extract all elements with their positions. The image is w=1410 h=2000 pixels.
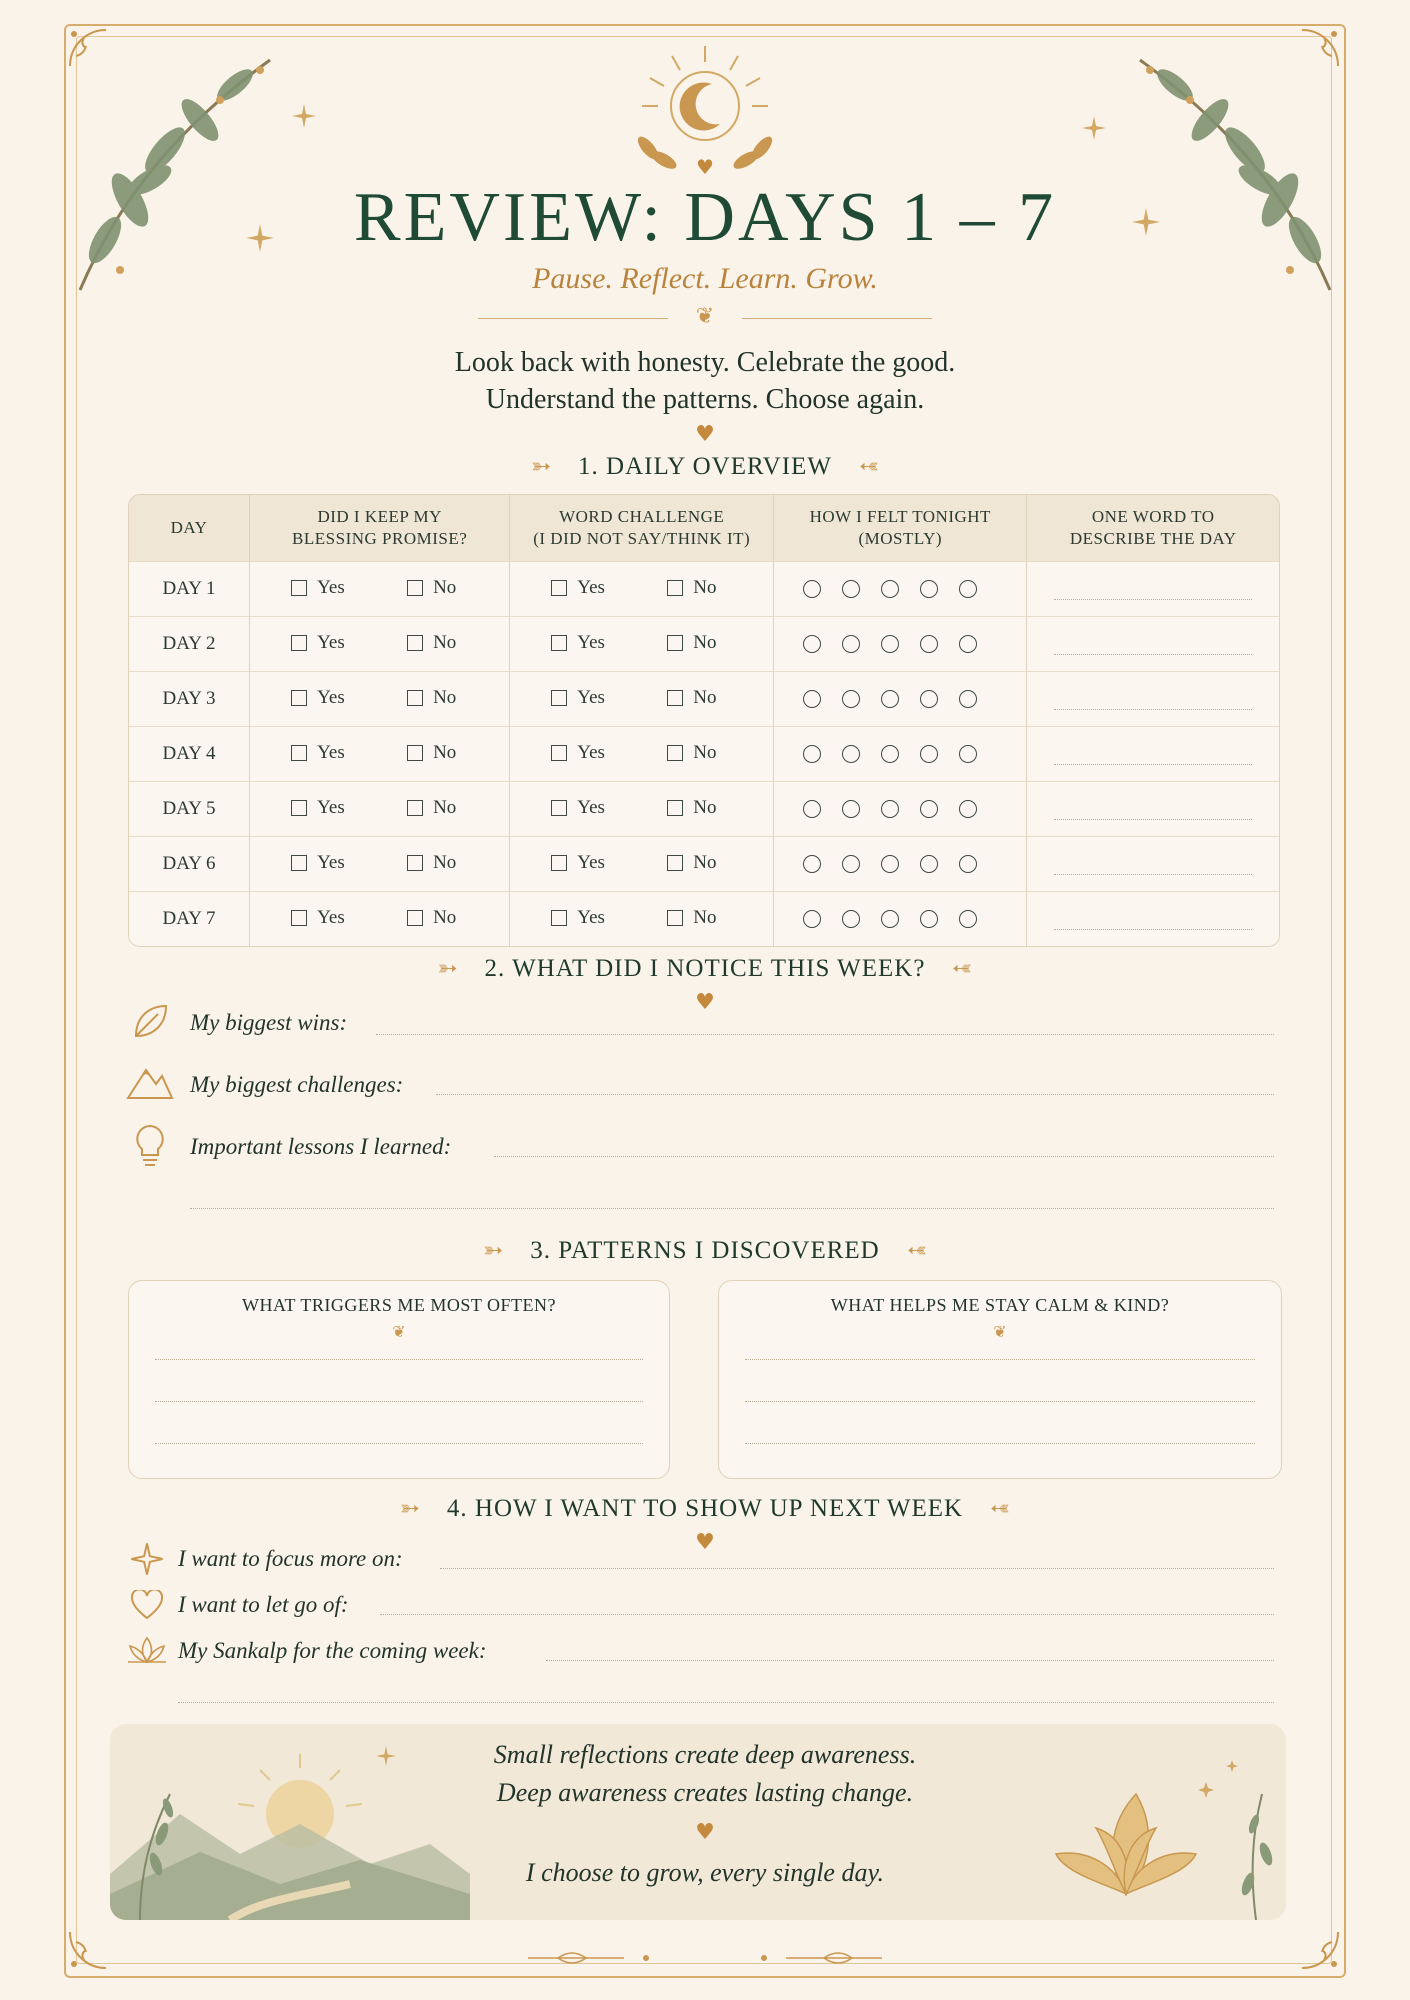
- heart-icon: ♥: [695, 990, 715, 1015]
- mood-circle[interactable]: [842, 635, 860, 653]
- day-cell: [129, 836, 250, 891]
- corner-ornament-icon: [1296, 1926, 1342, 1972]
- mood-circle[interactable]: [959, 745, 977, 763]
- lotus-icon: ❦: [392, 1322, 406, 1341]
- lessons-prompt: Important lessons I learned:: [190, 1134, 452, 1159]
- triggers-line[interactable]: [155, 1443, 643, 1444]
- mood-circle[interactable]: [881, 580, 899, 598]
- one-word-cell: [1027, 561, 1279, 616]
- day-label: DAY 7: [162, 908, 216, 929]
- lessons-line[interactable]: [494, 1156, 1274, 1157]
- blessing-no-option[interactable]: [407, 797, 487, 819]
- one-word-line[interactable]: [1054, 689, 1252, 710]
- day-label: DAY 1: [162, 578, 216, 599]
- mood-circle[interactable]: [959, 635, 977, 653]
- mood-circle[interactable]: [803, 800, 821, 818]
- word-challenge-yes-option[interactable]: [551, 577, 631, 599]
- lotus-icon: [126, 1636, 168, 1666]
- day-cell: [129, 781, 250, 836]
- blessing-no-option[interactable]: [407, 577, 487, 599]
- yes-label: Yes: [317, 576, 345, 598]
- checkbox[interactable]: [667, 800, 683, 816]
- ornament-right-icon: ➳: [951, 956, 973, 982]
- section-3-heading: 3. PATTERNS I DISCOVERED: [530, 1237, 880, 1264]
- divider: [742, 318, 932, 319]
- ornament-right-icon: ➳: [989, 1496, 1011, 1522]
- table-row: [129, 616, 1279, 671]
- let-go-line[interactable]: [380, 1614, 1274, 1615]
- mood-circle[interactable]: [803, 580, 821, 598]
- word-challenge-yes-option[interactable]: [551, 687, 631, 709]
- blessing-yes-option[interactable]: [291, 907, 371, 929]
- challenges-line[interactable]: [436, 1094, 1274, 1095]
- triggers-box: [128, 1280, 670, 1479]
- word-challenge-no-option[interactable]: [667, 742, 747, 764]
- intro-line: Look back with honesty. Celebrate the good.: [454, 347, 956, 378]
- no-label: No: [693, 851, 717, 873]
- page-subtitle: Pause. Reflect. Learn. Grow.: [532, 262, 878, 295]
- leaf-branch-icon: [1120, 40, 1340, 300]
- blessing-no-option[interactable]: [407, 852, 487, 874]
- column-header-one-word: ONE WORD TO DESCRIBE THE DAY: [1027, 495, 1279, 561]
- one-word-cell: [1027, 671, 1279, 726]
- checkbox[interactable]: [407, 690, 423, 706]
- mood-circle[interactable]: [803, 910, 821, 928]
- day-label: DAY 6: [162, 853, 216, 874]
- mood-scale: [775, 745, 1025, 763]
- no-label: No: [433, 906, 457, 928]
- one-word-line[interactable]: [1054, 799, 1252, 820]
- word-challenge-no-option[interactable]: [667, 907, 747, 929]
- lotus-flower-icon: [1036, 1744, 1286, 1920]
- yes-label: Yes: [577, 741, 605, 763]
- word-challenge-cell: [510, 836, 774, 891]
- word-challenge-cell: [510, 891, 774, 946]
- blessing-cell: [250, 726, 510, 781]
- mood-circle[interactable]: [842, 910, 860, 928]
- checkbox[interactable]: [407, 855, 423, 871]
- one-word-cell: [1027, 781, 1279, 836]
- crescent-moon-emblem-icon: [612, 44, 798, 180]
- sparkle-icon: [130, 1542, 164, 1576]
- mood-circle[interactable]: [842, 745, 860, 763]
- no-label: No: [693, 741, 717, 763]
- blessing-no-option[interactable]: [407, 687, 487, 709]
- heart-icon: [130, 1590, 164, 1620]
- table-row: [129, 726, 1279, 781]
- mood-circle[interactable]: [881, 855, 899, 873]
- lotus-icon: ❦: [993, 1322, 1007, 1341]
- blessing-no-option[interactable]: [407, 632, 487, 654]
- checkbox[interactable]: [551, 580, 567, 596]
- focus-prompt: I want to focus more on:: [178, 1546, 403, 1571]
- felt-cell: [774, 671, 1027, 726]
- no-label: No: [433, 686, 457, 708]
- yes-label: Yes: [577, 851, 605, 873]
- word-challenge-no-option[interactable]: [667, 632, 747, 654]
- mood-circle[interactable]: [920, 855, 938, 873]
- checkbox[interactable]: [551, 690, 567, 706]
- word-challenge-yes-option[interactable]: [551, 852, 631, 874]
- blessing-yes-option[interactable]: [291, 797, 371, 819]
- no-label: No: [433, 576, 457, 598]
- checkbox[interactable]: [407, 800, 423, 816]
- checkbox[interactable]: [291, 745, 307, 761]
- sankalp-line-2[interactable]: [178, 1702, 1274, 1703]
- one-word-line[interactable]: [1054, 634, 1252, 655]
- section-3-title: [0, 1236, 1410, 1265]
- no-label: No: [693, 796, 717, 818]
- checkbox[interactable]: [667, 910, 683, 926]
- day-label: DAY 4: [162, 743, 216, 764]
- wins-line[interactable]: [376, 1034, 1274, 1035]
- word-challenge-no-option[interactable]: [667, 687, 747, 709]
- felt-cell: [774, 726, 1027, 781]
- day-cell: [129, 726, 250, 781]
- page-title: REVIEW: DAYS 1 – 7: [353, 179, 1057, 256]
- let-go-prompt: I want to let go of:: [178, 1592, 349, 1617]
- felt-cell: [774, 616, 1027, 671]
- mood-scale: [775, 580, 1025, 598]
- no-label: No: [693, 631, 717, 653]
- day-label: DAY 2: [162, 633, 216, 654]
- heart-icon: ♥: [695, 1820, 715, 1845]
- section-4-heading: 4. HOW I WANT TO SHOW UP NEXT WEEK: [446, 1495, 964, 1522]
- felt-cell: [774, 561, 1027, 616]
- leaf-branch-icon: [70, 40, 290, 300]
- section-2-title: [0, 954, 1410, 983]
- challenges-prompt: My biggest challenges:: [190, 1072, 404, 1097]
- focus-line[interactable]: [440, 1568, 1274, 1569]
- checkbox[interactable]: [551, 800, 567, 816]
- no-label: No: [433, 851, 457, 873]
- yes-label: Yes: [577, 631, 605, 653]
- calm-helpers-line[interactable]: [745, 1401, 1255, 1402]
- word-challenge-yes-option[interactable]: [551, 632, 631, 654]
- mood-circle[interactable]: [920, 580, 938, 598]
- yes-label: Yes: [577, 796, 605, 818]
- yes-label: Yes: [317, 851, 345, 873]
- mood-circle[interactable]: [842, 800, 860, 818]
- checkbox[interactable]: [667, 745, 683, 761]
- mood-circle[interactable]: [959, 690, 977, 708]
- corner-ornament-icon: [66, 1926, 112, 1972]
- word-challenge-no-option[interactable]: [667, 852, 747, 874]
- mood-scale: [775, 635, 1025, 653]
- checkbox[interactable]: [291, 580, 307, 596]
- triggers-line[interactable]: [155, 1359, 643, 1360]
- yes-label: Yes: [317, 631, 345, 653]
- no-label: No: [433, 741, 457, 763]
- mood-circle[interactable]: [920, 635, 938, 653]
- calm-helpers-heading: WHAT HELPS ME STAY CALM & KIND?: [830, 1295, 1170, 1315]
- checkbox[interactable]: [291, 855, 307, 871]
- word-challenge-no-option[interactable]: [667, 797, 747, 819]
- mood-circle[interactable]: [842, 690, 860, 708]
- checkbox[interactable]: [291, 910, 307, 926]
- mood-circle[interactable]: [959, 580, 977, 598]
- word-challenge-no-option[interactable]: [667, 577, 747, 599]
- yes-label: Yes: [577, 686, 605, 708]
- felt-cell: [774, 781, 1027, 836]
- checkbox[interactable]: [407, 635, 423, 651]
- ornament-left-icon: ➳: [437, 956, 459, 982]
- checkbox[interactable]: [551, 910, 567, 926]
- blessing-yes-option[interactable]: [291, 687, 371, 709]
- yes-label: Yes: [577, 576, 605, 598]
- day-cell: [129, 561, 250, 616]
- column-header-blessing: DID I KEEP MY BLESSING PROMISE?: [250, 495, 510, 561]
- no-label: No: [693, 576, 717, 598]
- sparkle-icon: [1082, 116, 1106, 140]
- checkbox[interactable]: [291, 800, 307, 816]
- ornament-right-icon: ➳: [857, 454, 880, 480]
- one-word-cell: [1027, 616, 1279, 671]
- mood-circle[interactable]: [959, 910, 977, 928]
- mood-scale: [775, 910, 1025, 928]
- mood-circle[interactable]: [920, 910, 938, 928]
- checkbox[interactable]: [667, 690, 683, 706]
- intro-line: Understand the patterns. Choose again.: [485, 384, 925, 415]
- word-challenge-cell: [510, 671, 774, 726]
- blessing-no-option[interactable]: [407, 907, 487, 929]
- table-header-row: [129, 495, 1279, 561]
- word-challenge-cell: [510, 616, 774, 671]
- word-challenge-cell: [510, 561, 774, 616]
- checkbox[interactable]: [667, 635, 683, 651]
- triggers-line[interactable]: [155, 1401, 643, 1402]
- footer-quote-line: Deep awareness creates lasting change.: [496, 1778, 914, 1807]
- day-cell: [129, 891, 250, 946]
- wins-prompt: My biggest wins:: [190, 1010, 348, 1035]
- checkbox[interactable]: [407, 580, 423, 596]
- word-challenge-cell: [510, 726, 774, 781]
- mood-circle[interactable]: [842, 580, 860, 598]
- checkbox[interactable]: [551, 745, 567, 761]
- lightbulb-icon: [132, 1122, 168, 1170]
- checkbox[interactable]: [551, 855, 567, 871]
- blessing-yes-option[interactable]: [291, 632, 371, 654]
- one-word-line[interactable]: [1054, 579, 1252, 600]
- yes-label: Yes: [317, 686, 345, 708]
- word-challenge-yes-option[interactable]: [551, 742, 631, 764]
- mood-circle[interactable]: [881, 800, 899, 818]
- calm-helpers-line[interactable]: [745, 1359, 1255, 1360]
- sankalp-prompt: My Sankalp for the coming week:: [178, 1638, 487, 1663]
- heart-icon: ♥: [695, 1530, 715, 1555]
- column-header-felt: HOW I FELT TONIGHT (MOSTLY): [774, 495, 1027, 561]
- sparkle-icon: [292, 104, 316, 128]
- divider: [478, 318, 668, 319]
- checkbox[interactable]: [551, 635, 567, 651]
- blessing-cell: [250, 891, 510, 946]
- table-row: [129, 671, 1279, 726]
- table-row: [129, 891, 1279, 946]
- blessing-cell: [250, 561, 510, 616]
- checkbox[interactable]: [667, 855, 683, 871]
- sankalp-line[interactable]: [546, 1660, 1274, 1661]
- yes-label: Yes: [317, 906, 345, 928]
- ornament-right-icon: ➳: [905, 1238, 927, 1264]
- blessing-cell: [250, 836, 510, 891]
- word-challenge-cell: [510, 781, 774, 836]
- no-label: No: [433, 796, 457, 818]
- checkbox[interactable]: [291, 635, 307, 651]
- felt-cell: [774, 836, 1027, 891]
- ornament-left-icon: ➳: [399, 1496, 421, 1522]
- mood-scale: [775, 800, 1025, 818]
- no-label: No: [693, 906, 717, 928]
- mood-circle[interactable]: [959, 855, 977, 873]
- one-word-cell: [1027, 891, 1279, 946]
- yes-label: Yes: [317, 796, 345, 818]
- ornament-left-icon: ➳: [530, 454, 553, 480]
- blessing-yes-option[interactable]: [291, 742, 371, 764]
- yes-label: Yes: [577, 906, 605, 928]
- mood-circle[interactable]: [959, 800, 977, 818]
- checkbox[interactable]: [667, 580, 683, 596]
- one-word-line[interactable]: [1054, 909, 1252, 930]
- day-cell: [129, 671, 250, 726]
- mood-circle[interactable]: [842, 855, 860, 873]
- checkbox[interactable]: [407, 910, 423, 926]
- felt-cell: [774, 891, 1027, 946]
- bottom-ornament-icon: [528, 1944, 882, 1972]
- section-1-heading: 1. DAILY OVERVIEW: [578, 453, 832, 480]
- footer-quote-line: Small reflections create deep awareness.: [493, 1740, 917, 1769]
- mood-circle[interactable]: [881, 910, 899, 928]
- ornament-left-icon: ➳: [483, 1238, 505, 1264]
- one-word-cell: [1027, 836, 1279, 891]
- calm-helpers-box: [718, 1280, 1282, 1479]
- blessing-cell: [250, 671, 510, 726]
- daily-overview-table: [128, 494, 1280, 947]
- triggers-heading: WHAT TRIGGERS ME MOST OFTEN?: [241, 1295, 556, 1315]
- mood-circle[interactable]: [920, 800, 938, 818]
- one-word-cell: [1027, 726, 1279, 781]
- leaf-icon: [130, 1002, 170, 1042]
- section-1-title: [0, 452, 1410, 481]
- day-label: DAY 3: [162, 688, 216, 709]
- day-label: DAY 5: [162, 798, 216, 819]
- lotus-divider-icon: ❦: [695, 304, 715, 329]
- word-challenge-yes-option[interactable]: [551, 797, 631, 819]
- svg-text:♥: ♥: [696, 155, 714, 179]
- checkbox[interactable]: [407, 745, 423, 761]
- mood-circle[interactable]: [881, 635, 899, 653]
- blessing-cell: [250, 616, 510, 671]
- mood-circle[interactable]: [881, 690, 899, 708]
- column-header-day: DAY: [129, 495, 250, 561]
- mood-circle[interactable]: [920, 745, 938, 763]
- column-header-word-challenge: WORD CHALLENGE (I DID NOT SAY/THINK IT): [510, 495, 774, 561]
- table-row: [129, 781, 1279, 836]
- day-cell: [129, 616, 250, 671]
- section-4-title: [0, 1494, 1410, 1523]
- intro-text: [0, 344, 1410, 418]
- table-row: [129, 836, 1279, 891]
- word-challenge-yes-option[interactable]: [551, 907, 631, 929]
- no-label: No: [433, 631, 457, 653]
- mood-scale: [775, 855, 1025, 873]
- mood-scale: [775, 690, 1025, 708]
- checkbox[interactable]: [291, 690, 307, 706]
- heart-icon: ♥: [695, 422, 715, 447]
- mood-circle[interactable]: [920, 690, 938, 708]
- blessing-yes-option[interactable]: [291, 577, 371, 599]
- blessing-cell: [250, 781, 510, 836]
- mood-circle[interactable]: [803, 635, 821, 653]
- mood-circle[interactable]: [803, 745, 821, 763]
- mood-circle[interactable]: [881, 745, 899, 763]
- section-2-heading: 2. WHAT DID I NOTICE THIS WEEK?: [484, 955, 926, 982]
- footer-quote-line: I choose to grow, every single day.: [525, 1858, 885, 1887]
- lessons-line-2[interactable]: [190, 1208, 1274, 1209]
- table-row: [129, 561, 1279, 616]
- mood-circle[interactable]: [803, 855, 821, 873]
- one-word-line[interactable]: [1054, 744, 1252, 765]
- one-word-line[interactable]: [1054, 854, 1252, 875]
- calm-helpers-line[interactable]: [745, 1443, 1255, 1444]
- yes-label: Yes: [317, 741, 345, 763]
- blessing-no-option[interactable]: [407, 742, 487, 764]
- mood-circle[interactable]: [803, 690, 821, 708]
- no-label: No: [693, 686, 717, 708]
- blessing-yes-option[interactable]: [291, 852, 371, 874]
- mountain-icon: [126, 1064, 174, 1100]
